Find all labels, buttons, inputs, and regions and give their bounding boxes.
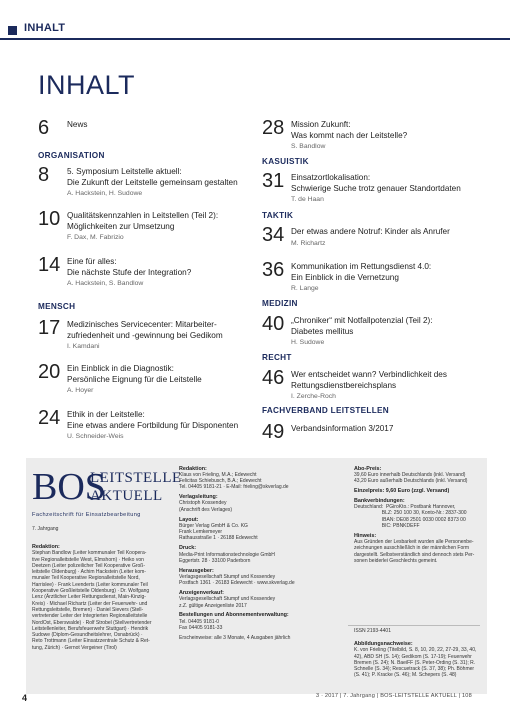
imprint-heading: Herausgeber: — [179, 567, 214, 574]
imprint-heading: Druck: — [179, 545, 197, 552]
imprint-line: Stephan Bandlow (Leiter kommunaler Teil Koopera- — [32, 550, 147, 557]
imprint-line: tive Regionalleitstelle West, Elmshorn) · Heiko von — [32, 556, 144, 563]
imprint-line: z.Z. gültige Anzeigenliste 2017 — [179, 602, 247, 609]
imprint-subscription-info — [354, 462, 486, 564]
imprint-line: Leitstellenleiter, Berufsfeuerwehr Stuttgart) · Hendrik — [32, 625, 149, 632]
imprint-line: zeichnungen ausschließlich in der männlichen Form — [354, 545, 470, 552]
article-author: A. Hackstein, H. Sudowe — [67, 190, 143, 197]
article-title-line: Persönliche Eignung für die Leitstelle — [67, 374, 202, 384]
imprint-line: NordOst, Eberswalde) · Rolf Strobel (Stellvertretender — [32, 619, 152, 626]
header-square-marker — [8, 26, 17, 35]
toc-entry — [262, 422, 502, 462]
article-title — [291, 370, 447, 391]
page-ref-number: 28 — [262, 117, 285, 139]
section-heading: KASUISTIK — [262, 157, 309, 166]
article-title — [291, 424, 393, 435]
toc-entry — [262, 225, 502, 265]
imprint-line: Verlagsgesellschaft Stumpf und Kossendey — [179, 573, 276, 580]
toc-entry — [38, 209, 278, 249]
imprint-line: Bürger Verlag GmbH & Co. KG — [179, 522, 248, 529]
imprint-line: Media-Print Informationstechnologie GmbH — [179, 551, 275, 558]
imprint-line: Kreis) · Michael Richartz (Leiter der Feuerwehr- und — [32, 600, 148, 607]
article-title-line: Die Zukunft der Leitstelle gemeinsam gestalten — [67, 177, 238, 187]
toc-entry — [38, 165, 278, 205]
article-title-line: Qualitätskennzahlen in Leitstellen (Teil 2): — [67, 211, 219, 220]
page-ref-number: 6 — [38, 117, 50, 139]
imprint-line: BIC: PBNKDEFF — [354, 522, 420, 529]
toc-entry — [38, 408, 278, 448]
imprint-line: leitstelle Oldenburg) · Achim Hackstein (Leiter kom- — [32, 569, 146, 576]
article-title-line: „Chroniker“ mit Notfallpotenzial (Teil 2): — [291, 316, 433, 325]
section-heading: MEDIZIN — [262, 299, 298, 308]
article-title-line: zufriedenheit und -gewinnung bei Gedikom — [67, 330, 223, 340]
imprint-line: Verlagsgesellschaft Stumpf und Kossendey — [179, 596, 276, 603]
article-title — [67, 410, 238, 431]
imprint-line: Sudowe (Diplom-Gesundheitslehrer, Osnabrück) · — [32, 632, 143, 639]
imprint-line: Reto Trottmann (Leiter Einsatzzentrale Schutz & Ret- — [32, 638, 150, 645]
imprint-line: Rettungsleitstelle, Bremen) · Daniel Sievers (Stell- — [32, 606, 144, 613]
imprint-line: Postfach 1361 · 26183 Edewecht · www.skverlag.de — [179, 580, 295, 587]
imprint-line: dargestellt. Selbstverständlich sind dennoch stets Per- — [354, 551, 475, 558]
article-title-line: Möglichkeiten zur Umsetzung — [67, 221, 175, 231]
imprint-line: Lenz (Ärztlicher Leiter Rettungsdienst, Main-Kinzig- — [32, 594, 146, 601]
imprint-heading: Layout: — [179, 516, 199, 523]
imprint-line: 42), ABD SH (S. 14); Gedikom (S. 17-19); Feuerwehr — [354, 653, 472, 660]
imprint-line: Harrislee) · Frank Leenderts (Leiter kommunaler Teil — [32, 581, 148, 588]
imprint-heading: Redaktion: — [32, 544, 60, 550]
article-title-line: Eine etwas andere Fortbildung für Disponenten — [67, 420, 239, 430]
toc-entry — [262, 314, 502, 354]
imprint-line: K. von Frieling (Titelbild, S. 8, 10, 20, 22, 27-29, 33, 40, — [354, 647, 477, 654]
article-title-line: Die nächste Stufe der Integration? — [67, 267, 192, 277]
article-title-line: Ein Einblick in die Diagnostik: — [67, 364, 174, 373]
section-heading: TAKTIK — [262, 211, 294, 220]
page-ref-number: 14 — [38, 254, 61, 276]
page-ref-number: 46 — [262, 367, 285, 389]
imprint-line: Schnelle (S. 34); Rescuetrack (S. 37, 38); Ph. Böhmer — [354, 666, 475, 673]
article-title-line: 5. Symposium Leitstelle aktuell: — [67, 167, 182, 176]
imprint-publisher-info — [179, 462, 344, 641]
article-author: I. Zerche-Roch — [291, 393, 336, 400]
imprint-line: vertretender Leiter der Integrierten Regionalleitstelle — [32, 613, 148, 620]
imprint-heading: Bestellungen und Abonnementverwaltung: — [179, 612, 289, 619]
logo-word-leitstelle: LEITSTELLE — [90, 470, 182, 486]
toc-entry — [38, 255, 278, 295]
page-ref-number: 49 — [262, 421, 285, 443]
article-title-line: Rettungsdienstbereichsplans — [291, 380, 397, 390]
header-bar — [0, 0, 510, 40]
imprint-editorial-board — [32, 544, 182, 651]
article-title-line: Eine für alles: — [67, 257, 117, 266]
article-title-line: Wer entscheidet wann? Verbindlichkeit des — [291, 370, 447, 379]
imprint-heading: Bankverbindungen: — [354, 497, 405, 504]
article-title — [291, 173, 461, 194]
article-author: I. Kamdani — [67, 343, 100, 350]
toc-entry — [262, 260, 502, 300]
logo-letters: BOS — [32, 466, 106, 508]
article-title-line: Einsatzortlokalisation: — [291, 173, 371, 182]
page-title: INHALT — [38, 70, 136, 100]
article-title-line: Mission Zukunft: — [291, 120, 351, 129]
page-ref-number: 10 — [38, 208, 61, 230]
imprint-line: Bremen (S. 24); N. BaeiFF (S. Peter-Ording (S. 31); R. — [354, 659, 476, 666]
article-author: A. Hoyer — [67, 387, 94, 394]
article-title-line: Was kommt nach der Leitstelle? — [291, 130, 408, 140]
page-ref-number: 36 — [262, 259, 285, 281]
imprint-erscheinweise: Erscheinweise: alle 3 Monate, 4 Ausgaben jährlich — [179, 634, 291, 641]
logo-tagline: Fachzeitschrift für Einsatzbearbeitung — [32, 512, 141, 518]
toc-entry — [262, 118, 502, 158]
section-heading: RECHT — [262, 353, 292, 362]
page-ref-number: 31 — [262, 170, 285, 192]
article-title — [67, 211, 218, 232]
article-title — [67, 364, 202, 385]
imprint-line: Eggertstr. 28 · 33100 Paderborn — [179, 557, 251, 564]
article-title — [67, 257, 191, 278]
imprint-heading: Einzelpreis: 9,60 Euro (zzgl. Versand) — [354, 487, 450, 494]
section-heading: ORGANISATION — [38, 151, 105, 160]
article-title-line: Medizinisches Servicecenter: Mitarbeiter- — [67, 320, 217, 329]
article-title-line: Der etwas andere Notruf: Kinder als Anrufer — [291, 227, 450, 236]
article-author: S. Bandlow — [291, 143, 326, 150]
article-title-line: Schwierige Suche trotz genauer Standortdaten — [291, 183, 461, 193]
article-title — [291, 262, 431, 283]
page-ref-number: 24 — [38, 407, 61, 429]
imprint-line: Christoph Kossendey — [179, 500, 227, 507]
imprint-line: munaler Teil Kooperative Regionalleitstelle Nord, — [32, 575, 140, 582]
imprint-line: (S. 41); P. Kracke (S. 46); M. Schepers (S. 48) — [354, 672, 457, 679]
page-number: 4 — [22, 693, 28, 703]
article-title-line: Ethik in der Leitstelle: — [67, 410, 145, 419]
imprint-line: Fax 04405 9181-33 — [179, 625, 223, 632]
issn-divider — [348, 625, 480, 626]
article-title-line: Kommunikation im Rettungsdienst 4.0: — [291, 262, 432, 271]
article-title — [67, 120, 87, 131]
imprint-line: sonen beiderlei Geschlechts gemeint. — [354, 557, 438, 564]
page-ref-number: 17 — [38, 317, 61, 339]
header-label: INHALT — [24, 22, 66, 34]
header-rule — [0, 38, 510, 40]
imprint-line: IBAN: DE08 2501 0030 0002 8373 00 — [354, 516, 466, 523]
imprint-line: BLZ: 250 100 30, Konto-Nr.: 2837-300 — [354, 510, 467, 517]
imprint-line: Rathausstraße 1 · 26188 Edewecht — [179, 535, 258, 542]
imprint-heading: Abo-Preis: — [354, 465, 382, 472]
imprint-box — [26, 458, 487, 694]
page-ref-number: 40 — [262, 313, 285, 335]
article-title — [291, 120, 407, 141]
article-title — [67, 320, 223, 341]
imprint-line: Klaus von Frieling, M.A.; Edewecht — [179, 471, 257, 478]
imprint-line: Aus Gründen der Lesbarkeit wurden alle Personenbe- — [354, 538, 474, 545]
article-title-line: Diabetes mellitus — [291, 326, 354, 336]
article-title — [291, 227, 450, 238]
imprint-line: (Anschrift des Verlages) — [179, 506, 233, 513]
article-title-line: Verbandsinformation 3/2017 — [291, 424, 394, 433]
toc-entry — [38, 318, 278, 358]
toc-entry — [262, 368, 502, 408]
imprint-line: Deutschland: PGiroKto.: Postbank Hannover, — [354, 503, 456, 510]
article-author: A. Hackstein, S. Bandlow — [67, 280, 144, 287]
imprint-line: Felicitas Schiebusch, B.A.; Edewecht — [179, 478, 262, 485]
article-title — [291, 316, 433, 337]
article-author: H. Sudowe — [291, 339, 325, 346]
imprint-heading: Verlagsleitung: — [179, 494, 218, 501]
imprint-line: 43,20 Euro außerhalb Deutschlands (inkl. Versand) — [354, 478, 468, 485]
article-author: U. Schneider-Weis — [67, 433, 124, 440]
imprint-heading: Anzeigenverkauf: — [179, 590, 224, 597]
article-author: T. de Haan — [291, 196, 324, 203]
issn-number: ISSN 2193-4401 — [354, 628, 391, 634]
section-heading: FACHVERBAND LEITSTELLEN — [262, 406, 389, 415]
imprint-jahrgang: 7. Jahrgang — [32, 526, 59, 532]
page-ref-number: 20 — [38, 361, 61, 383]
article-author: M. Richartz — [291, 239, 326, 247]
footer-reference: 3 · 2017 | 7. Jahrgang | BOS-LEITSTELLE AKTUELL | 108 — [316, 693, 472, 699]
imprint-line: Frank Lemkemeyer — [179, 529, 223, 536]
article-author: F. Dax, M. Fabrizio — [67, 234, 124, 241]
imprint-line: tung, Zürich) · Gernot Vergeiner (Tirol) — [32, 644, 117, 651]
section-heading: MENSCH — [38, 302, 76, 311]
imprint-line: 39,60 Euro innerhalb Deutschlands (inkl. Versand) — [354, 471, 466, 478]
toc-entry — [262, 171, 502, 211]
article-author: R. Lange — [291, 285, 319, 292]
page-ref-number: 8 — [38, 164, 50, 186]
imprint-line: Deetzen (Leiter polizeilicher Teil Kooperative Groß- — [32, 562, 146, 569]
imprint-heading: Abbildungsnachweise: — [354, 641, 413, 647]
page-ref-number: 34 — [262, 224, 285, 246]
imprint-heading: Hinweis: — [354, 532, 377, 539]
imprint-heading: Redaktion: — [179, 465, 207, 472]
article-title — [67, 167, 238, 188]
logo-word-aktuell: AKTUELL — [90, 488, 163, 504]
toc-entry — [38, 362, 278, 402]
magazine-logo — [32, 466, 182, 521]
article-title-line: Ein Einblick in die Vernetzung — [291, 272, 399, 282]
imprint-line: Tel. 04405 9181-21 · E-Mail: frieling@skverlag.de — [179, 484, 289, 491]
imprint-line: Tel. 04405 9181-0 — [179, 618, 220, 625]
article-title-line: News — [67, 120, 88, 129]
imprint-line: Kooperative Großleitstelle Oldenburg) · Dr. Wolfgang — [32, 588, 150, 595]
image-credits — [354, 641, 486, 679]
